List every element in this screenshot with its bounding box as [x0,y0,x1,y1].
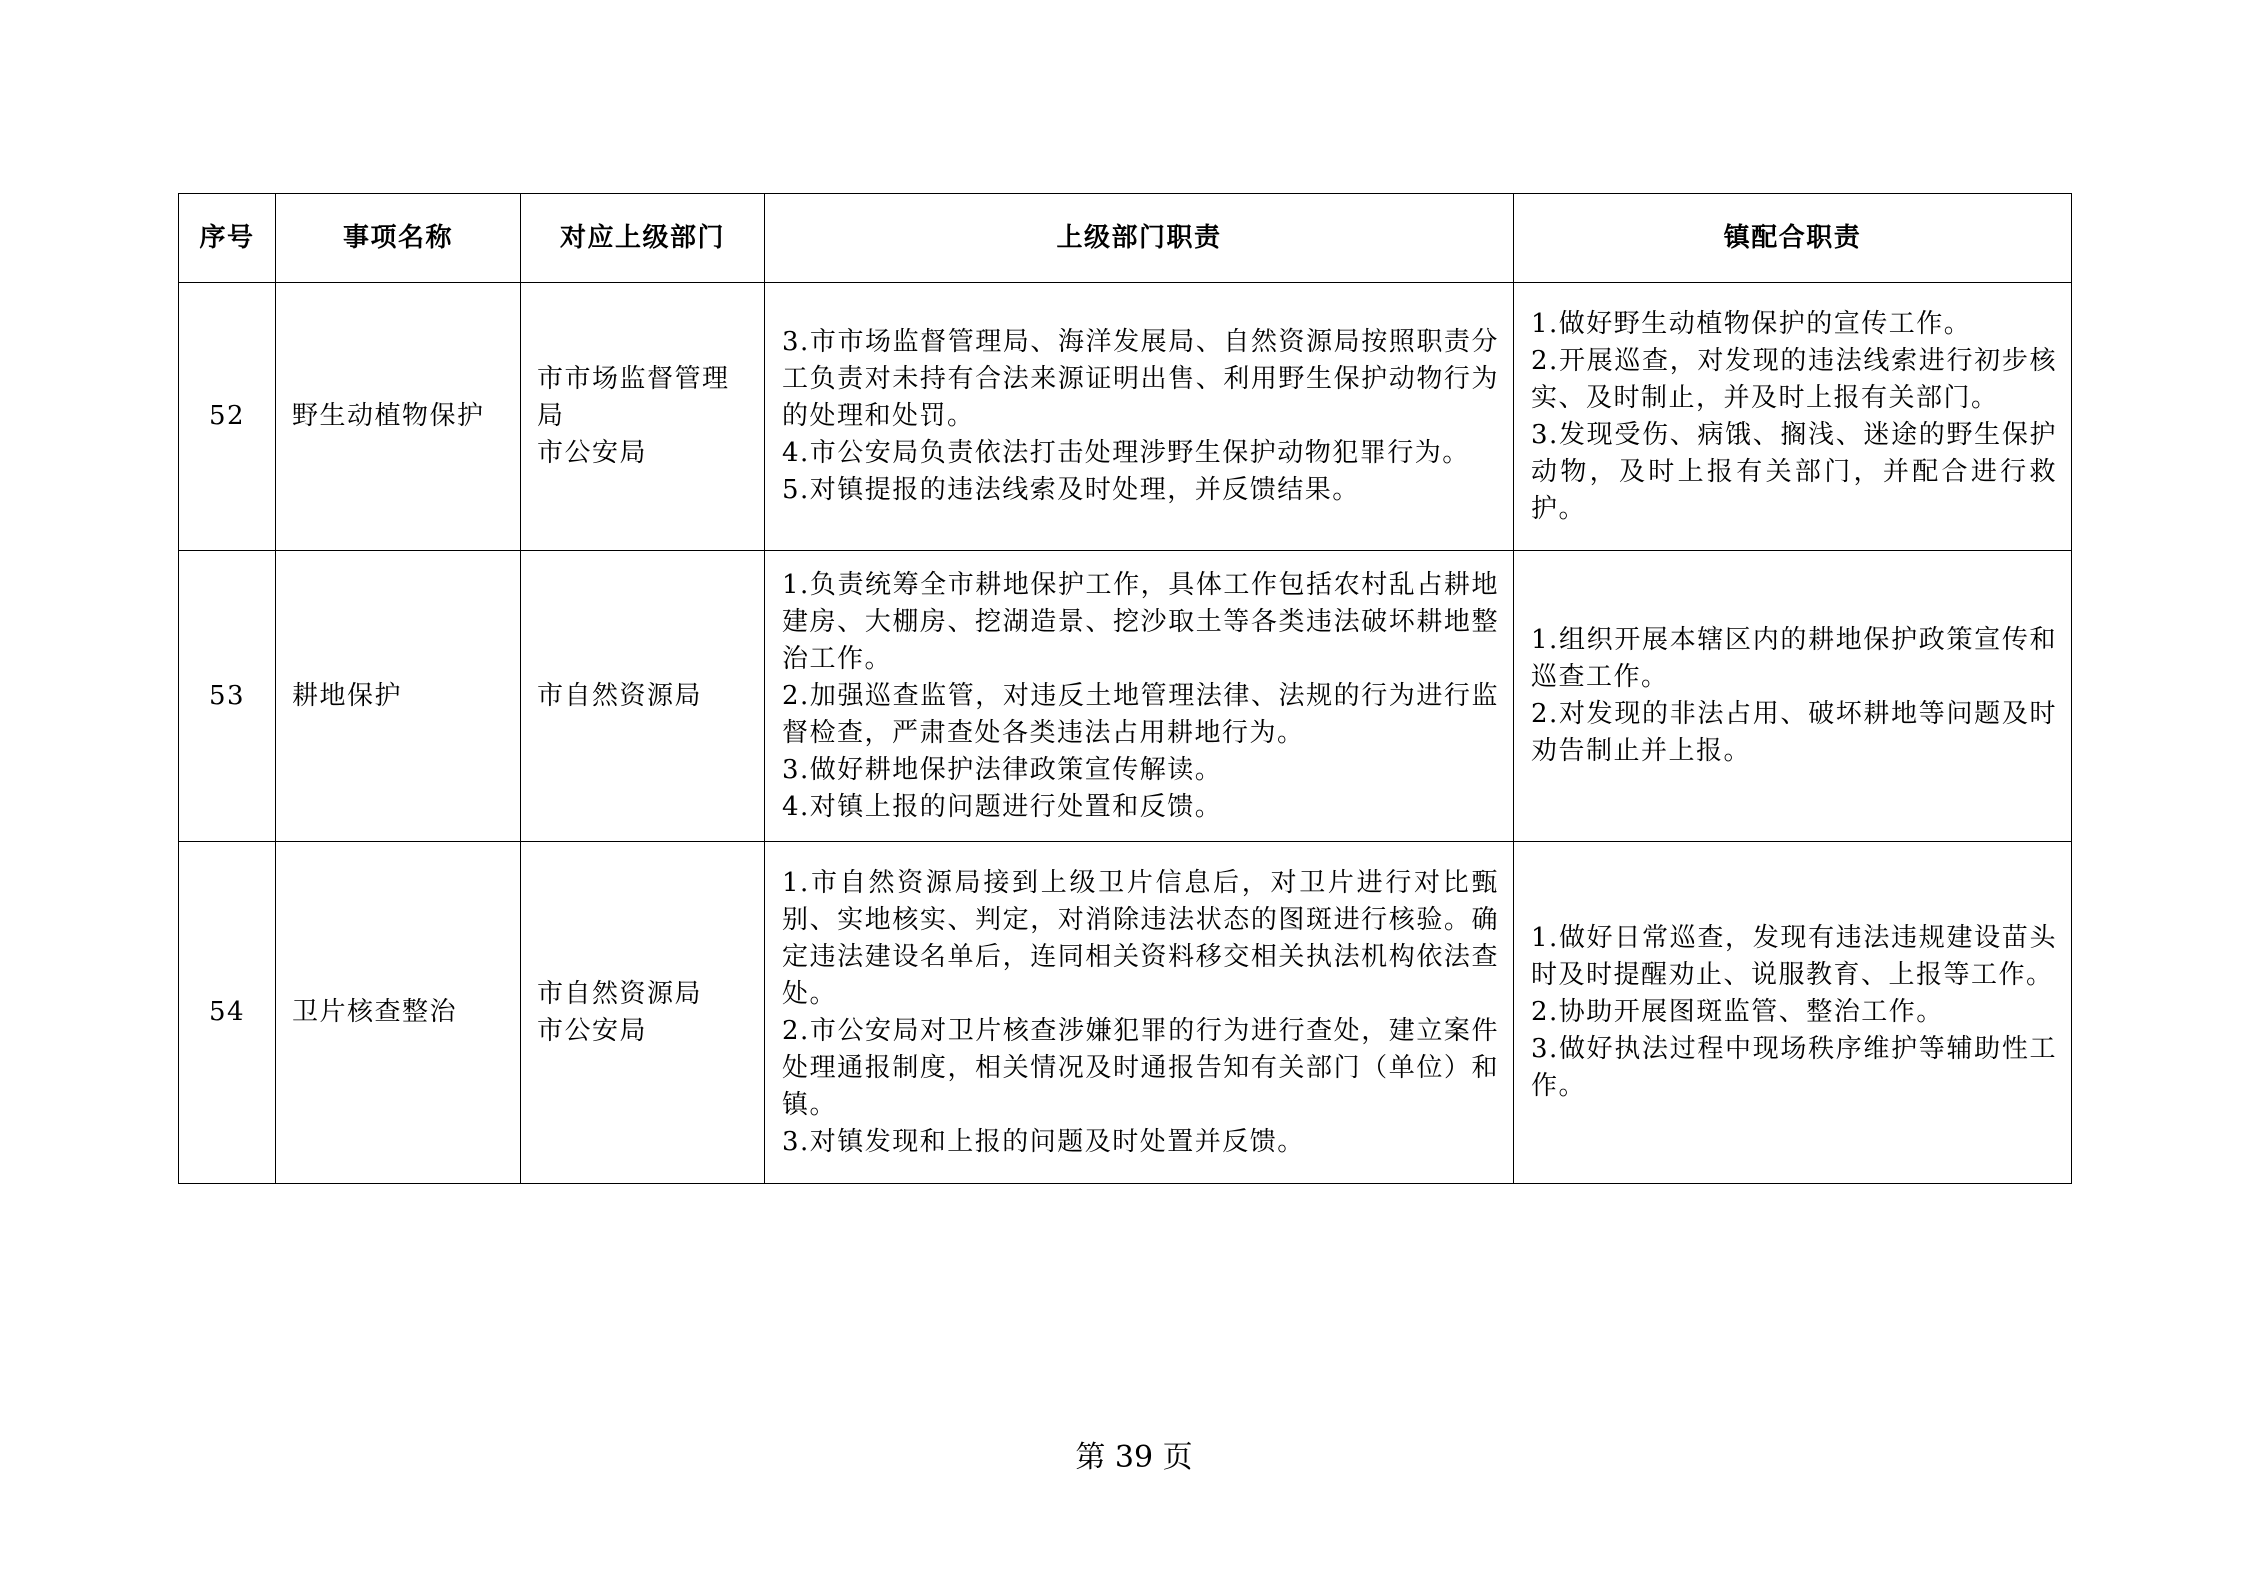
duty-item: 3.做好执法过程中现场秩序维护等辅助性工作。 [1531,1034,2057,1101]
duty-item: 1.市自然资源局接到上级卫片信息后，对卫片进行对比甄别、实地核实、判定，对消除违法状态的图斑进行核验。确定违法建设名单后，连同相关资料移交相关执法机构依法查处。 [782,867,1499,1009]
department-name: 市公安局 [537,1015,648,1046]
duty-item: 3.市市场监督管理局、海洋发展局、自然资源局按照职责分工负责对未持有合法来源证明出售、利用野生保护动物行为的处理和处罚。 [782,327,1499,431]
town-duties-cell [1514,551,2072,842]
duty-item: 1.做好野生动植物保护的宣传工作。 [1531,308,1972,339]
item-name-cell: 耕地保护 [276,551,521,842]
item-name-cell: 野生动植物保护 [276,283,521,551]
serial-no-cell: 53 [179,551,276,842]
page-number: 第 39 页 [1075,1440,1193,1475]
town-duties-cell [1514,283,2072,551]
duty-item: 4.对镇上报的问题进行处置和反馈。 [782,791,1223,822]
department-name: 市市场监督管理局 [537,364,730,431]
serial-no-cell: 52 [179,283,276,551]
duty-table [178,193,2072,1184]
duty-item: 3.发现受伤、病饿、搁浅、迷途的野生保护动物，及时上报有关部门，并配合进行救护。 [1531,419,2057,524]
table-row [179,283,2072,551]
duty-item: 4.市公安局负责依法打击处理涉野生保护动物犯罪行为。 [782,438,1470,468]
duty-item: 2.市公安局对卫片核查涉嫌犯罪的行为进行查处，建立案件处理通报制度，相关情况及时通报告知有关部门（单位）和镇。 [782,1015,1499,1120]
header-town-duties: 镇配合职责 [1514,194,2072,283]
header-serial-no: 序号 [179,194,276,283]
department-name: 市自然资源局 [537,680,703,711]
serial-no-cell: 54 [179,842,276,1184]
duty-item: 2.加强巡查监管，对违反土地管理法律、法规的行为进行监督检查，严肃查处各类违法占用耕地行为。 [782,680,1499,748]
upper-duties-cell [765,283,1514,551]
duty-item: 3.对镇发现和上报的问题及时处置并反馈。 [782,1126,1305,1157]
town-duties-cell [1514,842,2072,1184]
item-name-cell: 卫片核查整治 [276,842,521,1184]
department-name: 市自然资源局 [537,978,703,1009]
upper-department-cell [521,551,765,842]
header-upper-department: 对应上级部门 [521,194,765,283]
duty-item: 3.做好耕地保护法律政策宣传解读。 [782,754,1223,785]
duty-item: 1.组织开展本辖区内的耕地保护政策宣传和巡查工作。 [1531,625,2057,692]
duty-item: 2.协助开展图斑监管、整治工作。 [1531,997,1944,1027]
table-row [179,842,2072,1184]
duty-item: 2.对发现的非法占用、破坏耕地等问题及时劝告制止并上报。 [1531,699,2057,766]
upper-department-cell [521,283,765,551]
upper-duties-cell [765,551,1514,842]
header-item-name: 事项名称 [276,194,521,283]
table-row [179,551,2072,842]
duty-item: 1.做好日常巡查，发现有违法违规建设苗头时及时提醒劝止、说服教育、上报等工作。 [1531,923,2057,990]
upper-duties-cell [765,842,1514,1184]
header-upper-duties: 上级部门职责 [765,194,1514,283]
department-name: 市公安局 [537,438,648,468]
duty-item: 5.对镇提报的违法线索及时处理，并反馈结果。 [782,475,1360,505]
upper-department-cell [521,842,765,1184]
duty-item: 2.开展巡查，对发现的违法线索进行初步核实、及时制止，并及时上报有关部门。 [1531,345,2057,413]
duty-item: 1.负责统筹全市耕地保护工作，具体工作包括农村乱占耕地建房、大棚房、挖湖造景、挖沙取土等各类违法破坏耕地整治工作。 [782,569,1499,674]
table-header-row [179,194,2072,283]
